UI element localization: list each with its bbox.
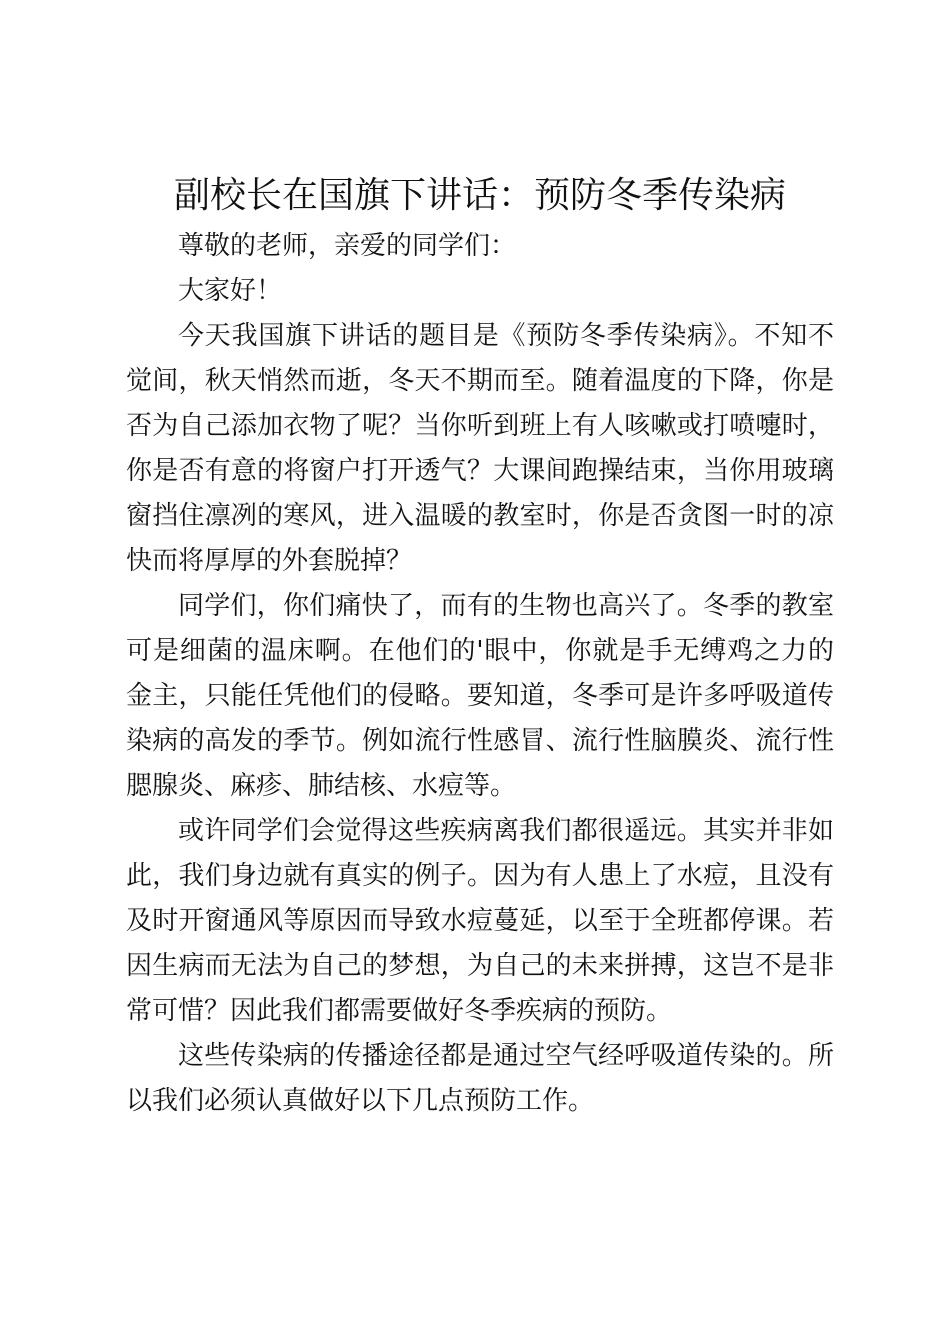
- paragraph-intro: 今天我国旗下讲话的题目是《预防冬季传染病》。不知不觉间，秋天悄然而逝，冬天不期而至。随着温度的下降，你是否为自己添加衣物了呢？当你听到班上有人咳嗽或打喷嚏时，你是否有意的将窗户打开透气？大课间跑操结束，当你用玻璃窗挡住凛冽的寒风，进入温暖的教室时，你是否贪图一时的凉快而将厚厚的外套脱掉？: [126, 321, 834, 576]
- paragraph-transmission: 这些传染病的传播途径都是通过空气经呼吸道传染的。所以我们必须认真做好以下几点预防工作。: [126, 1041, 834, 1116]
- document-body: [126, 224, 834, 1124]
- document-title: 副校长在国旗下讲话：预防冬季传染病: [173, 175, 786, 216]
- paragraph-hello: 大家好！: [178, 276, 283, 306]
- paragraph-greeting: 尊敬的老师，亲爱的同学们：: [178, 231, 517, 261]
- paragraph-bacteria: 同学们，你们痛快了，而有的生物也高兴了。冬季的教室可是细菌的温床啊。在他们的'眼中，你就是手无缚鸡之力的金主，只能任凭他们的侵略。要知道，冬季可是许多呼吸道传染病的高发的季节。例如流行性感冒、流行性脑膜炎、流行性腮腺炎、麻疹、肺结核、水痘等。: [126, 591, 834, 801]
- paragraph-example: 或许同学们会觉得这些疾病离我们都很遥远。其实并非如此，我们身边就有真实的例子。因为有人患上了水痘，且没有及时开窗通风等原因而导致水痘蔓延，以至于全班都停课。若因生病而无法为自己的梦想，为自己的未来拼搏，这岂不是非常可惜？因此我们都需要做好冬季疾病的预防。: [126, 816, 834, 1026]
